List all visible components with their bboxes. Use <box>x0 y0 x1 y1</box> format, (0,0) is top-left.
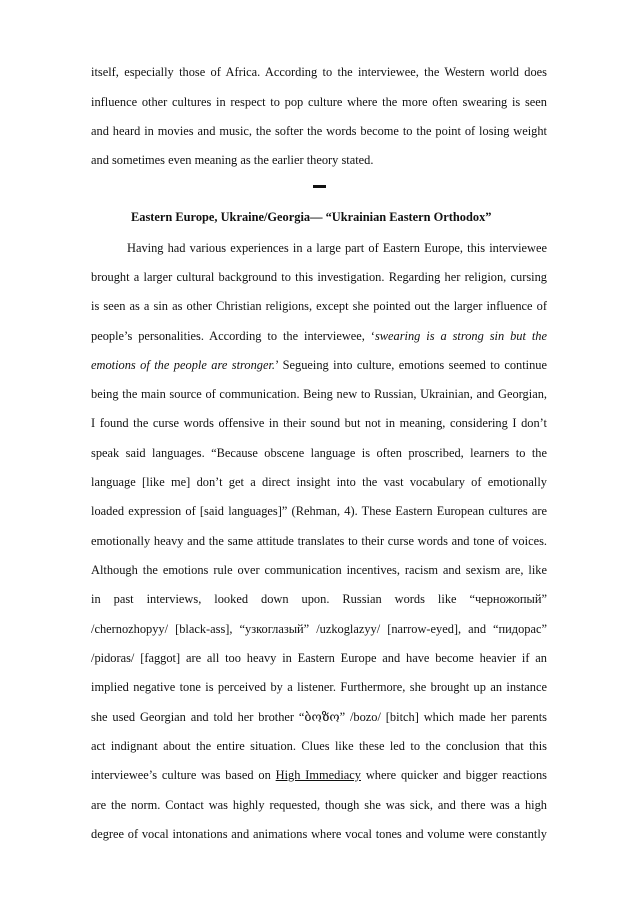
paragraph-line <box>91 767 547 783</box>
line-text: interviewee’s culture was based on <box>91 768 276 782</box>
paragraph-line: language [like me] don’t get a direct insight into the vast vocabulary of emotionally <box>91 475 547 489</box>
paragraph-line <box>91 357 547 373</box>
paragraph-line <box>91 328 547 344</box>
paragraph-line: implied negative tone is perceived by a listener. Furthermore, she brought up an instance <box>91 680 547 694</box>
line-text: where quicker and bigger reactions <box>361 768 547 782</box>
paragraph-line: loaded expression of [said languages]” (Rehman, 4). These Eastern European cultures are <box>91 504 547 518</box>
paragraph-line: emotionally heavy and the same attitude translates to their curse words and tone of voices. <box>91 534 547 548</box>
line-text: ’ Segueing into culture, emotions seemed to continue <box>275 358 547 372</box>
paragraph-line: speak said languages. “Because obscene language is often proscribed, learners to the <box>91 446 547 460</box>
paragraph-line: itself, especially those of Africa. According to the interviewee, the Western world does <box>91 65 547 79</box>
paragraph-line: Although the emotions rule over communication incentives, racism and sexism are, like <box>91 563 547 577</box>
paragraph-line: is seen as a sin as other Christian religions, except she pointed out the larger influence of <box>91 299 547 313</box>
paragraph-line: /pidoras/ [faggot] are all too heavy in Eastern Europe and have become heavier if an <box>91 651 547 665</box>
paragraph-line: Having had various experiences in a large part of Eastern Europe, this interviewee <box>127 241 547 255</box>
underlined-term: High Immediacy <box>275 768 361 782</box>
paragraph-line: I found the curse words offensive in their sound but not in meaning, considering I don’t <box>91 416 547 430</box>
paragraph-line: influence other cultures in respect to pop culture where the more often swearing is seen <box>91 95 547 109</box>
paragraph-line: act indignant about the entire situation. Clues like these led to the conclusion that this <box>91 739 547 753</box>
paragraph-line: and heard in movies and music, the softer the words become to the point of losing weight <box>91 124 547 138</box>
quote-italic: swearing is a strong sin but the <box>374 329 547 343</box>
paragraph-line: are the norm. Contact was highly requested, though she was sick, and there was a high <box>91 798 547 812</box>
paragraph-line: in past interviews, looked down upon. Russian words like “черножопый” <box>91 592 547 606</box>
quote-italic: emotions of the people are stronger. <box>91 358 275 372</box>
section-heading: Eastern Europe, Ukraine/Georgia— “Ukrainian Eastern Orthodox” <box>131 210 492 224</box>
line-text: people’s personalities. According to the interviewee, ‘ <box>91 329 375 343</box>
paragraph-line: being the main source of communication. Being new to Russian, Ukrainian, and Georgian, <box>91 387 547 401</box>
paragraph-line: and sometimes even meaning as the earlier theory stated. <box>91 153 374 167</box>
section-divider <box>313 185 326 188</box>
paragraph-line: she used Georgian and told her brother “ბოზო” /bozo/ [bitch] which made her parents <box>91 710 547 724</box>
paragraph-line: brought a larger cultural background to this investigation. Regarding her religion, cursing <box>91 270 547 284</box>
paragraph-line: /chernozhopyy/ [black-ass], “узкоглазый” /uzkoglazyy/ [narrow-eyed], and “пидорас” <box>91 622 547 636</box>
paragraph-line: degree of vocal intonations and animations where vocal tones and volume were constantly <box>91 827 547 841</box>
